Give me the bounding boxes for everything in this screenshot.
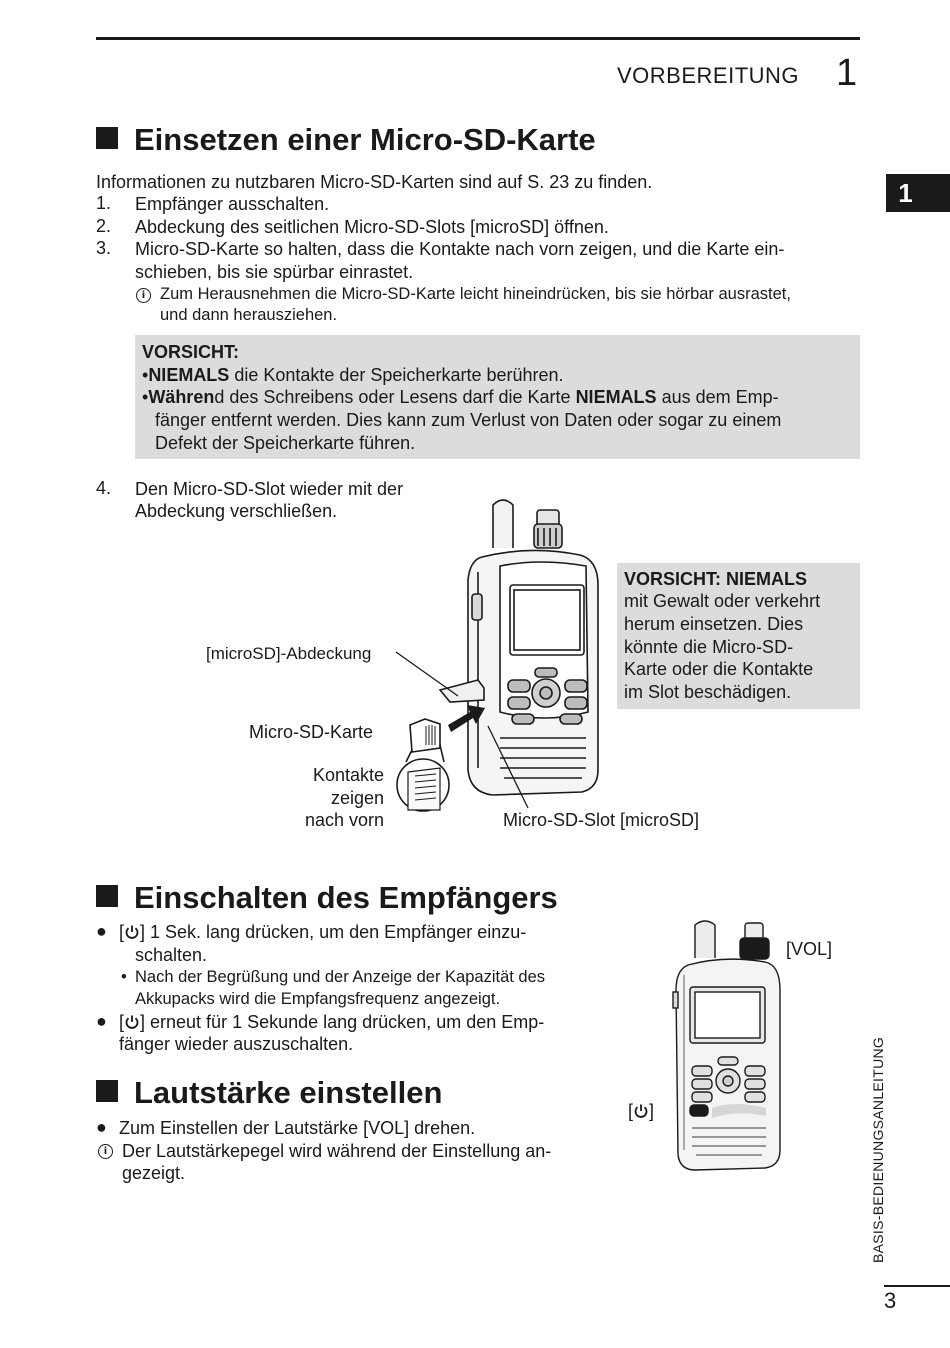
step-text: Abdeckung des seitlichen Micro-SD-Slots [microSD] öffnen.	[135, 217, 609, 237]
bullet-text: Zum Einstellen der Lautstärke [VOL] drehen.	[119, 1118, 476, 1138]
bullet-text: schalten.	[135, 945, 208, 965]
running-header: VORBEREITUNG	[617, 63, 800, 88]
bullet-dot: ●	[96, 1011, 107, 1031]
note-text: Der Lautstärkepegel wird während der Einstellung an-	[122, 1141, 552, 1161]
note-text: gezeigt.	[122, 1163, 186, 1183]
vol-label: [VOL]	[786, 939, 833, 959]
sub-bullet-text: Akkupacks wird die Empfangsfrequenz angezeigt.	[135, 990, 501, 1008]
bullet-text: [ ] erneut für 1 Sekunde lang drücken, um den Emp-	[119, 1012, 545, 1032]
caution2-heading: VORSICHT: NIEMALS	[624, 569, 808, 589]
caution-text: fänger entfernt werden. Dies kann zum Verlust von Daten oder sogar zu einem	[155, 410, 782, 430]
step-number: 4.	[96, 478, 112, 498]
caution2-text: könnte die Micro-SD-	[624, 637, 794, 657]
chapter-tab: 1	[886, 174, 950, 212]
step-text: Den Micro-SD-Slot wieder mit der	[135, 479, 404, 499]
caution2-text: mit Gewalt oder verkehrt	[624, 591, 821, 611]
caution-heading: VORSICHT:	[142, 342, 240, 362]
sub-bullet-text: Nach der Begrüßung und der Anzeige der Kapazität des	[135, 968, 546, 986]
side-label: BASIS-BEDIENUNGSANLEITUNG	[870, 1036, 886, 1263]
step-number: 1.	[96, 193, 112, 213]
caution-bullet: •NIEMALS die Kontakte der Speicherkarte berühren.	[142, 365, 564, 385]
page-number: 3	[884, 1288, 897, 1313]
step-text: Abdeckung verschließen.	[135, 501, 338, 521]
caution-text: Defekt der Speicherkarte führen.	[155, 433, 416, 453]
slot-label: Micro-SD-Slot [microSD]	[503, 810, 700, 830]
contacts-label: Kontakte	[312, 765, 384, 785]
info-icon: i	[98, 1144, 113, 1159]
cover-label: [microSD]-Abdeckung	[206, 644, 372, 663]
contacts-label: nach vorn	[304, 810, 384, 830]
caution2-text: im Slot beschädigen.	[624, 682, 792, 702]
chapter-number: 1	[836, 52, 858, 94]
power-label: [ ]	[628, 1101, 655, 1121]
contacts-label: zeigen	[330, 788, 384, 808]
caution-bullet: •Während des Schreibens oder Lesens darf die Karte NIEMALS aus dem Emp-	[142, 387, 779, 407]
sub-bullet: •	[121, 968, 127, 986]
card-label: Micro-SD-Karte	[249, 722, 374, 742]
bullet-dot: ●	[96, 921, 107, 941]
section-heading: Einsetzen einer Micro-SD-Karte	[96, 122, 596, 158]
intro-text: Informationen zu nutzbaren Micro-SD-Karten sind auf S. 23 zu finden.	[96, 172, 653, 192]
step-number: 3.	[96, 238, 112, 258]
step-text: schieben, bis sie spürbar einrastet.	[135, 262, 414, 282]
section-heading: Einschalten des Empfängers	[96, 880, 558, 916]
step-text: Micro-SD-Karte so halten, dass die Kontakte nach vorn zeigen, und die Karte ein-	[135, 239, 785, 259]
bullet-text: [ ] 1 Sek. lang drücken, um den Empfänger einzu-	[119, 922, 527, 942]
section-heading: Lautstärke einstellen	[96, 1075, 442, 1111]
note-text: Zum Herausnehmen die Micro-SD-Karte leicht hineindrücken, bis sie hörbar ausrastet,	[160, 285, 791, 303]
note-text: und dann herausziehen.	[160, 306, 338, 324]
caution2-text: herum einsetzen. Dies	[624, 614, 804, 634]
caution2-text: Karte oder die Kontakte	[624, 659, 814, 679]
bullet-dot: ●	[96, 1117, 107, 1137]
bullet-text: fänger wieder auszuschalten.	[119, 1034, 354, 1054]
step-text: Empfänger ausschalten.	[135, 194, 330, 214]
step-number: 2.	[96, 216, 112, 236]
info-icon: i	[136, 288, 151, 303]
